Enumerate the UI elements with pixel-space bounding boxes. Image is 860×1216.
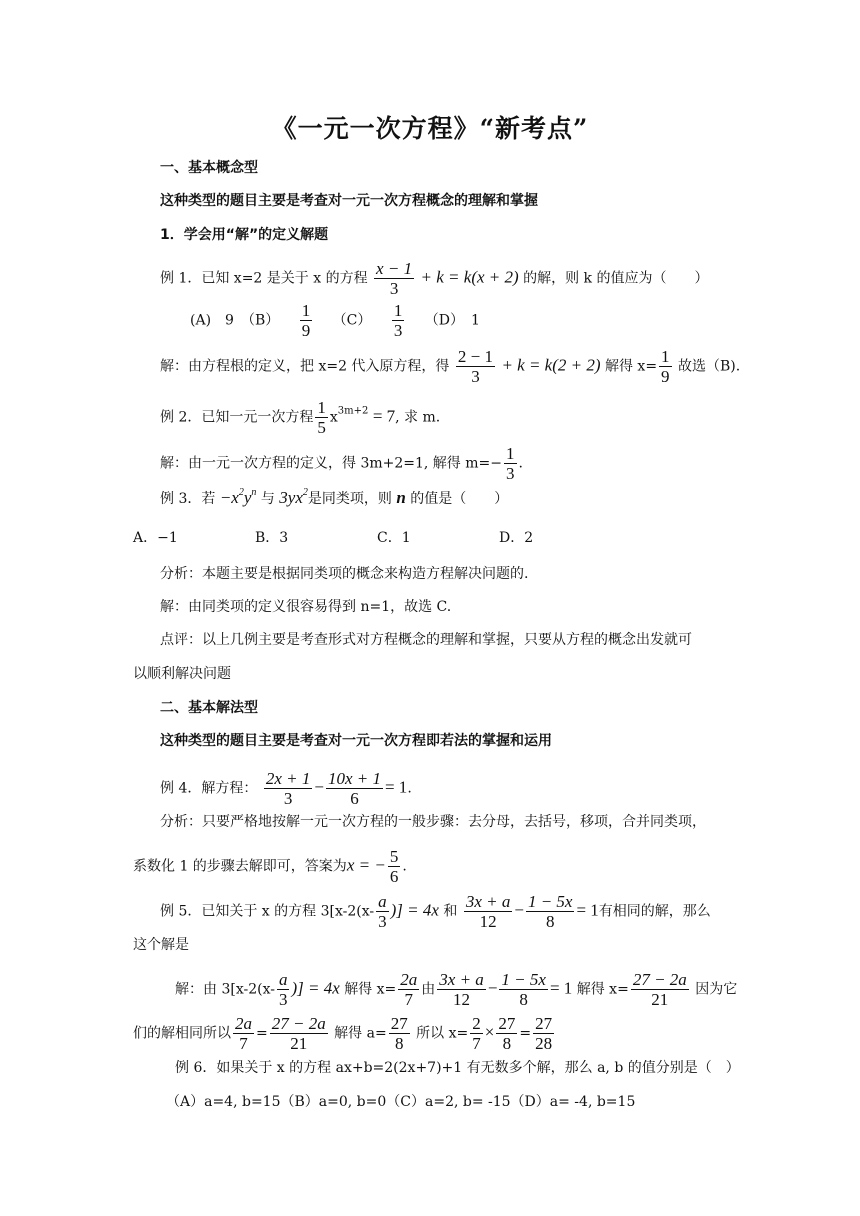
- option-d: D．2: [499, 530, 534, 546]
- fraction-denominator: 7: [239, 1034, 248, 1053]
- fraction-numerator: 5: [389, 847, 399, 866]
- fraction-numerator: 10x + 1: [327, 769, 381, 788]
- example-3-solution: 解：由同类项的定义很容易得到 n=1，故选 C.: [160, 599, 452, 615]
- fraction-numerator: 27: [498, 1014, 516, 1033]
- solution-text-a: 解：由 3[x-2(x-: [175, 981, 275, 998]
- fraction-denominator: 7: [404, 990, 414, 1009]
- option-c-fraction: [392, 301, 405, 340]
- solution-fraction-1: [437, 970, 486, 1009]
- solution-fraction: [456, 347, 495, 386]
- example-5-question: 例 5．已知关于 x 的方程 3[x-2(x- $\frac{a}{3}$ )] = 4x 和 $\frac{3x + a}{12}$ − $\frac{1 - 5x}{8}$ = 1有相同的解，那么: [160, 892, 711, 931]
- fraction-numerator: 1: [506, 444, 515, 463]
- section-1-intro: 这种类型的题目主要是考查对一元一次方程概念的理解和掌握: [160, 193, 538, 209]
- example-5-fraction-a: [376, 892, 389, 931]
- example-4-fraction-2: [326, 769, 383, 808]
- example-2-text-c: , 求 m.: [395, 409, 441, 426]
- analysis-text: 系数化 1 的步骤去解即可，答案为: [133, 858, 347, 875]
- example-2-variable: x: [329, 409, 338, 426]
- fraction-denominator: 12: [453, 990, 471, 1009]
- fraction-numerator: 1 − 5x: [527, 892, 573, 911]
- term-exponent: n: [251, 487, 257, 498]
- term-base: 3yx: [279, 488, 303, 507]
- fraction-numerator: 27 − 2a: [632, 970, 687, 989]
- fraction-denominator: 12: [479, 912, 497, 931]
- example-3-text-c: 的值是（ ）: [410, 491, 509, 507]
- example-3-text-b: 是同类项，则: [307, 491, 392, 507]
- example-3-text-a: 例 3．若: [160, 491, 216, 507]
- example-1-equation: + k = k(x + 2): [420, 267, 519, 287]
- example-5-text-e: 有相同的解，那么: [598, 903, 711, 920]
- term-base: −x: [219, 488, 239, 507]
- term-exponent: 2: [238, 487, 244, 498]
- solution-text-c: 解得 x=: [344, 981, 397, 998]
- section-1-heading: 一、基本概念型: [160, 160, 258, 176]
- fraction-denominator: 8: [502, 1034, 512, 1053]
- fraction-numerator: 1: [317, 398, 326, 417]
- example-3-text-mid: 与: [260, 491, 275, 507]
- fraction-denominator: 3: [393, 321, 403, 340]
- comment-line-1: 点评：以上几例主要是考查形式对方程概念的理解和掌握，只要从方程的概念出发就可: [160, 632, 692, 648]
- example-5-fraction-2: [526, 892, 575, 931]
- fraction-numerator: 1: [301, 301, 311, 320]
- fraction-numerator: 27: [390, 1014, 408, 1033]
- fraction-denominator: 5: [317, 418, 326, 437]
- example-2-exponent: 3m+2: [337, 405, 369, 417]
- solution-equation-1: )] = 4x: [291, 978, 340, 998]
- subsection-1-heading: 1．学会用“解”的定义解题: [160, 227, 329, 243]
- example-4-equation: = 1: [384, 777, 408, 797]
- fraction-numerator: a: [378, 892, 387, 911]
- fraction-denominator: 6: [350, 789, 359, 808]
- fraction-numerator: 2: [472, 1014, 481, 1033]
- example-3-question: [160, 488, 508, 509]
- fraction-numerator: 2a: [400, 970, 418, 989]
- fraction-denominator: 3: [389, 279, 399, 298]
- example-1-text-a: 例 1．已知 x=2 是关于 x 的方程: [160, 270, 368, 287]
- fraction-denominator: 21: [651, 990, 669, 1009]
- solution-text-d: 故选（B).: [678, 358, 741, 375]
- page-title: 《一元一次方程》“新考点”: [271, 114, 589, 143]
- fraction-denominator: 9: [301, 321, 311, 340]
- fraction-denominator: 8: [394, 1034, 404, 1053]
- example-2-text-a: 例 2．已知一元一次方程: [160, 409, 314, 426]
- solution-fraction-4: [470, 1014, 483, 1053]
- solution-fraction-2: [499, 970, 548, 1009]
- solution-text-c: 所以 x=: [416, 1025, 469, 1042]
- equals-sign: =: [519, 1025, 532, 1042]
- example-2-fraction: [315, 398, 328, 437]
- example-4-analysis-line-2: [133, 847, 407, 886]
- term-exponent: 2: [302, 487, 308, 498]
- analysis-end: .: [402, 858, 407, 875]
- fraction-denominator: 3: [283, 789, 293, 808]
- option-a-text: (A) 9 （B）: [190, 312, 280, 329]
- example-2-solution: [160, 444, 523, 483]
- option-b: B．3: [255, 530, 289, 546]
- example-5-equation-1: )] = 4x: [390, 900, 439, 920]
- fraction-numerator: 3x + a: [465, 892, 511, 911]
- example-4-fraction-1: [264, 769, 313, 808]
- solution-text-b: 解得 a=: [334, 1025, 387, 1042]
- solution-text-a: 们的解相同所以: [133, 1025, 231, 1042]
- fraction-denominator: 3: [471, 367, 480, 386]
- option-b-fraction: [300, 301, 313, 340]
- times-sign: ×: [484, 1022, 495, 1042]
- example-3-options: [133, 528, 533, 548]
- example-5-text-c: 和: [443, 903, 458, 920]
- fraction-denominator: 3: [378, 912, 387, 931]
- fraction-denominator: 3: [506, 464, 515, 483]
- example-4-analysis-line-1: 分析：只要严格地按解一元一次方程的一般步骤：去分母，去括号，移项，合并同类项，: [160, 814, 706, 830]
- example-1-options: [190, 301, 480, 340]
- fraction-numerator: 2 − 1: [457, 347, 493, 366]
- fraction-numerator: 2a: [235, 1014, 252, 1033]
- fraction-numerator: 1: [393, 301, 403, 320]
- example-5-text-a: 例 5．已知关于 x 的方程 3[x-2(x-: [160, 903, 375, 920]
- solution-text-c: 解得 x=: [604, 358, 658, 375]
- solution-text-f: 解得 x=: [576, 981, 629, 998]
- solution-answer-fraction: [659, 347, 672, 386]
- example-3-term-1: [220, 488, 257, 507]
- example-6-question: 例 6．如果关于 x 的方程 ax+b=2(2x+7)+1 有无数多个解，那么 a, b 的值分别是（ ）: [175, 1060, 740, 1076]
- fraction-denominator: 8: [519, 990, 528, 1009]
- option-d-text: （D） 1: [424, 312, 480, 329]
- answer-lhs: x = −: [346, 855, 386, 875]
- fraction-numerator: 3x + a: [439, 970, 484, 989]
- fraction-numerator: 1 − 5x: [501, 970, 546, 989]
- fraction-denominator: 6: [389, 867, 399, 886]
- solution-fraction-1: [233, 1014, 254, 1053]
- fraction-denominator: 8: [545, 912, 555, 931]
- section-2-heading: 二、基本解法型: [160, 700, 258, 716]
- example-3-term-2: [279, 488, 308, 507]
- option-c-text: （C）: [332, 312, 372, 329]
- example-3-variable-n: n: [396, 488, 406, 507]
- solution-text-a: 解：由一元一次方程的定义，得 3m+2=1, 解得 m=−: [160, 455, 502, 472]
- solution-text-b: .: [518, 455, 523, 472]
- solution-fraction-2: [270, 1014, 328, 1053]
- comment-line-2: 以顺利解决问题: [133, 666, 231, 682]
- solution-text-a: 解：由方程根的定义，把 x=2 代入原方程，得: [160, 358, 450, 375]
- term-base: y: [243, 488, 252, 507]
- example-1-text-c: 的解，则 k 的值应为（ ）: [523, 270, 709, 287]
- solution-result-1: [398, 970, 419, 1009]
- example-4-text-a: 例 4．解方程：: [160, 780, 258, 797]
- fraction-denominator: 3: [278, 990, 288, 1009]
- solution-fraction-a: [277, 970, 290, 1009]
- fraction-denominator: 21: [290, 1034, 308, 1053]
- fraction-numerator: x − 1: [376, 259, 413, 278]
- fraction-numerator: 1: [661, 347, 670, 366]
- example-2-question: [160, 398, 440, 437]
- option-a: A．−1: [133, 530, 178, 546]
- example-6-options: （A）a=4, b=15（B）a=0, b=0（C）a=2, b= -15（D）a= -4, b=15: [166, 1094, 636, 1110]
- solution-text-g: 因为它: [695, 981, 738, 998]
- example-5-equation-2: = 1: [576, 900, 599, 920]
- fraction-denominator: 28: [535, 1034, 553, 1053]
- example-1-solution: [160, 347, 740, 386]
- fraction-denominator: 9: [661, 367, 670, 386]
- solution-text-d: 由: [421, 981, 436, 998]
- section-2-intro: 这种类型的题目主要是考查对一元一次方程即若法的掌握和运用: [160, 733, 552, 749]
- option-c: C．1: [377, 530, 411, 546]
- example-2-equation: = 7: [372, 406, 396, 426]
- example-5-question-line-2: 这个解是: [133, 937, 189, 953]
- solution-fraction-3: [389, 1014, 410, 1053]
- example-5-fraction-1: [464, 892, 513, 931]
- solution-fraction: [504, 444, 517, 483]
- solution-fraction-5: [496, 1014, 517, 1053]
- example-5-solution-line-2: [133, 1014, 556, 1053]
- solution-result-2: [631, 970, 689, 1009]
- example-5-solution-line-1: 解：由 3[x-2(x- $\frac{a}{3}$ )] = 4x 解得 x= $\frac{2a}{7}$ 由 $\frac{3x + a}{12}$ − $\frac{1 - 5x}{8}$ = 1 解得 x= $\frac{27 - 2a}{21}$ 因为它: [175, 970, 738, 1009]
- equals-sign: =: [256, 1025, 268, 1042]
- example-3-analysis: 分析：本题主要是根据同类项的概念来构造方程解决问题的.: [160, 566, 529, 582]
- example-1-fraction: [374, 259, 414, 298]
- fraction-numerator: 27: [535, 1014, 553, 1033]
- answer-fraction: [388, 847, 401, 886]
- solution-equation-2: = 1: [549, 978, 573, 998]
- example-1-question: [160, 259, 709, 298]
- solution-equation: + k = k(2 + 2): [501, 355, 601, 375]
- example-4-text-c: .: [407, 780, 412, 797]
- fraction-numerator: a: [278, 970, 288, 989]
- solution-fraction-6: [533, 1014, 554, 1053]
- example-4-question: 例 4．解方程： $\frac{2x + 1}{3}$ − $\frac{10x + 1}{6}$ = 1.: [160, 769, 412, 808]
- fraction-numerator: 27 − 2a: [271, 1014, 326, 1033]
- fraction-denominator: 7: [472, 1034, 481, 1053]
- fraction-numerator: 2x + 1: [265, 769, 311, 788]
